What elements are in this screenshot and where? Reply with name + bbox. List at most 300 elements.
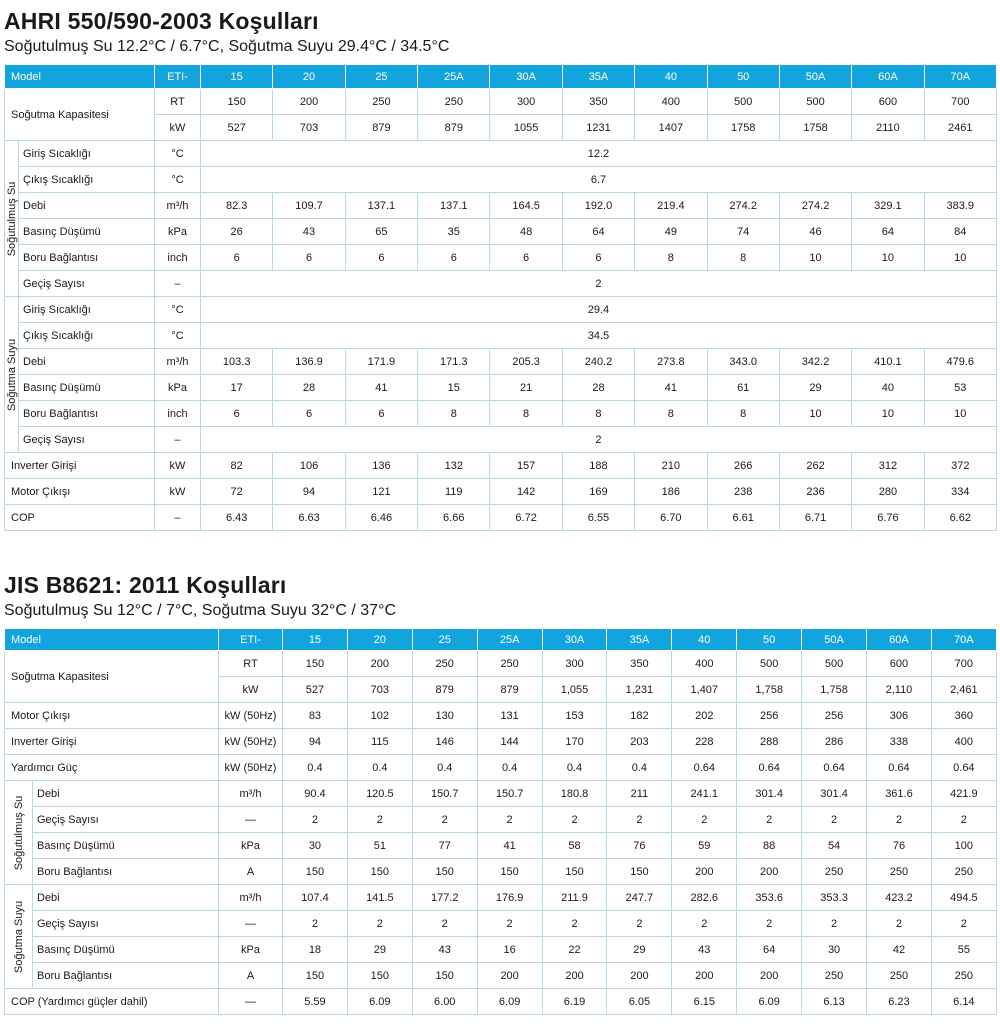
row-value: 10 bbox=[779, 401, 851, 427]
row-value: 2110 bbox=[852, 115, 924, 141]
row-value: 211 bbox=[607, 781, 672, 807]
row-label: Geçiş Sayısı bbox=[33, 911, 219, 937]
row-value: 121 bbox=[345, 479, 417, 505]
row-group-label bbox=[5, 297, 19, 453]
row-value: 250 bbox=[345, 89, 417, 115]
row-value: 150.7 bbox=[477, 781, 542, 807]
row-value: 6 bbox=[273, 245, 345, 271]
row-value: 6.66 bbox=[418, 505, 490, 531]
table-row bbox=[5, 781, 997, 807]
row-value: 200 bbox=[737, 859, 802, 885]
row-value: 527 bbox=[283, 677, 348, 703]
row-value: 0.4 bbox=[477, 755, 542, 781]
row-value: 421.9 bbox=[931, 781, 996, 807]
row-value: 137.1 bbox=[418, 193, 490, 219]
row-value: 150 bbox=[607, 859, 672, 885]
row-value: 200 bbox=[672, 963, 737, 989]
row-value: 144 bbox=[477, 729, 542, 755]
ahri-header-row bbox=[5, 65, 997, 89]
row-unit: kPa bbox=[155, 219, 201, 245]
row-value: 2 bbox=[607, 911, 672, 937]
row-label: Soğutma Kapasitesi bbox=[5, 651, 219, 703]
table-row bbox=[5, 453, 997, 479]
row-value: 146 bbox=[412, 729, 477, 755]
row-value: 94 bbox=[273, 479, 345, 505]
row-value: 334 bbox=[924, 479, 996, 505]
row-value: 423.2 bbox=[867, 885, 932, 911]
header-model-40: 40 bbox=[635, 65, 707, 89]
row-value: 2 bbox=[283, 911, 348, 937]
row-value: 0.64 bbox=[802, 755, 867, 781]
row-value: 8 bbox=[418, 401, 490, 427]
row-value: 410.1 bbox=[852, 349, 924, 375]
row-value: 879 bbox=[412, 677, 477, 703]
row-value: 282.6 bbox=[672, 885, 737, 911]
header-model-25a: 25A bbox=[477, 629, 542, 651]
row-unit: m³/h bbox=[155, 193, 201, 219]
row-value: 150 bbox=[477, 859, 542, 885]
row-value: 77 bbox=[412, 833, 477, 859]
row-value: 1055 bbox=[490, 115, 562, 141]
row-label: Soğutma Kapasitesi bbox=[5, 89, 155, 141]
row-value: 5.59 bbox=[283, 989, 348, 1015]
row-value: 43 bbox=[273, 219, 345, 245]
row-label: Geçiş Sayısı bbox=[33, 807, 219, 833]
table-row bbox=[5, 963, 997, 989]
row-value: 136 bbox=[345, 453, 417, 479]
row-value: 250 bbox=[418, 89, 490, 115]
row-value: 2 bbox=[931, 911, 996, 937]
row-value: 203 bbox=[607, 729, 672, 755]
row-value: 1,758 bbox=[802, 677, 867, 703]
header-model-30a: 30A bbox=[490, 65, 562, 89]
row-value: 0.4 bbox=[412, 755, 477, 781]
row-value: 200 bbox=[672, 859, 737, 885]
row-value: 500 bbox=[707, 89, 779, 115]
row-value: 22 bbox=[542, 937, 607, 963]
row-value: 8 bbox=[490, 401, 562, 427]
row-group-text: Soğutma Suyu bbox=[5, 338, 18, 411]
header-model: Model bbox=[5, 65, 155, 89]
row-label: Debi bbox=[19, 349, 155, 375]
ahri-title: AHRI 550/590-2003 Koşulları bbox=[4, 8, 319, 34]
row-value: 136.9 bbox=[273, 349, 345, 375]
row-value: 219.4 bbox=[635, 193, 707, 219]
row-value: 286 bbox=[802, 729, 867, 755]
row-value: 41 bbox=[477, 833, 542, 859]
row-value: 200 bbox=[477, 963, 542, 989]
table-row bbox=[5, 729, 997, 755]
row-group-label bbox=[5, 781, 33, 885]
row-unit: – bbox=[155, 505, 201, 531]
row-label: COP bbox=[5, 505, 155, 531]
header-model-15: 15 bbox=[283, 629, 348, 651]
row-value: 88 bbox=[737, 833, 802, 859]
header-model-35a: 35A bbox=[562, 65, 634, 89]
ahri-section bbox=[4, 6, 996, 531]
row-unit: A bbox=[219, 963, 283, 989]
row-label: COP (Yardımcı güçler dahil) bbox=[5, 989, 219, 1015]
row-value: 0.64 bbox=[737, 755, 802, 781]
row-value: 2 bbox=[672, 911, 737, 937]
row-value: 343.0 bbox=[707, 349, 779, 375]
row-value: 240.2 bbox=[562, 349, 634, 375]
row-unit: inch bbox=[155, 401, 201, 427]
row-value: 65 bbox=[345, 219, 417, 245]
row-value: 700 bbox=[924, 89, 996, 115]
row-value: 76 bbox=[607, 833, 672, 859]
row-value: 12.2 bbox=[201, 141, 997, 167]
row-value: 171.9 bbox=[345, 349, 417, 375]
row-unit: °C bbox=[155, 297, 201, 323]
header-model-50a: 50A bbox=[802, 629, 867, 651]
row-value: 200 bbox=[347, 651, 412, 677]
row-value: 6.72 bbox=[490, 505, 562, 531]
row-value: 115 bbox=[347, 729, 412, 755]
row-value: 2 bbox=[542, 807, 607, 833]
row-value: 29 bbox=[779, 375, 851, 401]
row-value: 6.7 bbox=[201, 167, 997, 193]
row-value: 64 bbox=[852, 219, 924, 245]
header-model-25a: 25A bbox=[418, 65, 490, 89]
row-value: 205.3 bbox=[490, 349, 562, 375]
row-value: 55 bbox=[931, 937, 996, 963]
row-unit: RT bbox=[219, 651, 283, 677]
row-value: 700 bbox=[931, 651, 996, 677]
row-value: 400 bbox=[672, 651, 737, 677]
table-row bbox=[5, 245, 997, 271]
row-value: 2 bbox=[737, 807, 802, 833]
row-value: 2 bbox=[201, 427, 997, 453]
row-value: 137.1 bbox=[345, 193, 417, 219]
row-value: 0.4 bbox=[347, 755, 412, 781]
row-value: 274.2 bbox=[779, 193, 851, 219]
row-value: 301.4 bbox=[802, 781, 867, 807]
row-value: 400 bbox=[635, 89, 707, 115]
row-value: 1231 bbox=[562, 115, 634, 141]
row-value: 0.4 bbox=[283, 755, 348, 781]
header-model-35a: 35A bbox=[607, 629, 672, 651]
row-value: 238 bbox=[707, 479, 779, 505]
row-value: 6.43 bbox=[201, 505, 273, 531]
row-value: 28 bbox=[562, 375, 634, 401]
row-label: Çıkış Sıcaklığı bbox=[19, 167, 155, 193]
row-value: 29 bbox=[347, 937, 412, 963]
ahri-table bbox=[4, 64, 997, 531]
row-value: 169 bbox=[562, 479, 634, 505]
row-value: 90.4 bbox=[283, 781, 348, 807]
row-value: 2461 bbox=[924, 115, 996, 141]
row-value: 1,407 bbox=[672, 677, 737, 703]
table-row bbox=[5, 349, 997, 375]
row-value: 2 bbox=[542, 911, 607, 937]
table-row bbox=[5, 89, 997, 115]
row-value: 150 bbox=[283, 859, 348, 885]
row-value: 30 bbox=[283, 833, 348, 859]
row-value: 35 bbox=[418, 219, 490, 245]
row-unit: °C bbox=[155, 141, 201, 167]
row-value: 150 bbox=[542, 859, 607, 885]
row-value: 2,461 bbox=[931, 677, 996, 703]
row-value: 82.3 bbox=[201, 193, 273, 219]
row-value: 64 bbox=[737, 937, 802, 963]
row-value: 6 bbox=[490, 245, 562, 271]
row-value: 600 bbox=[867, 651, 932, 677]
row-value: 29 bbox=[607, 937, 672, 963]
row-value: 703 bbox=[347, 677, 412, 703]
row-value: 400 bbox=[931, 729, 996, 755]
row-unit: °C bbox=[155, 323, 201, 349]
row-value: 164.5 bbox=[490, 193, 562, 219]
row-value: 41 bbox=[345, 375, 417, 401]
row-unit: inch bbox=[155, 245, 201, 271]
row-value: 6.14 bbox=[931, 989, 996, 1015]
row-value: 6 bbox=[418, 245, 490, 271]
row-value: 8 bbox=[707, 245, 779, 271]
row-value: 0.64 bbox=[672, 755, 737, 781]
row-value: 48 bbox=[490, 219, 562, 245]
row-value: 2 bbox=[477, 911, 542, 937]
row-value: 83 bbox=[283, 703, 348, 729]
row-value: 6.15 bbox=[672, 989, 737, 1015]
row-unit: A bbox=[219, 859, 283, 885]
row-value: 236 bbox=[779, 479, 851, 505]
row-value: 247.7 bbox=[607, 885, 672, 911]
row-value: 150 bbox=[201, 89, 273, 115]
row-value: 142 bbox=[490, 479, 562, 505]
row-unit: kW (50Hz) bbox=[219, 755, 283, 781]
row-value: 132 bbox=[418, 453, 490, 479]
row-value: 10 bbox=[852, 401, 924, 427]
row-value: 1,758 bbox=[737, 677, 802, 703]
row-value: 94 bbox=[283, 729, 348, 755]
row-value: 200 bbox=[542, 963, 607, 989]
row-value: 109.7 bbox=[273, 193, 345, 219]
header-model: Model bbox=[5, 629, 219, 651]
row-value: 527 bbox=[201, 115, 273, 141]
row-unit: m³/h bbox=[155, 349, 201, 375]
row-label: Yardımcı Güç bbox=[5, 755, 219, 781]
table-row bbox=[5, 885, 997, 911]
row-label: Inverter Girişi bbox=[5, 729, 219, 755]
row-value: 1758 bbox=[779, 115, 851, 141]
table-row bbox=[5, 859, 997, 885]
table-row bbox=[5, 937, 997, 963]
row-value: 141.5 bbox=[347, 885, 412, 911]
header-eti: ETI- bbox=[219, 629, 283, 651]
row-value: 6.09 bbox=[737, 989, 802, 1015]
row-value: 6.76 bbox=[852, 505, 924, 531]
row-value: 353.3 bbox=[802, 885, 867, 911]
table-row bbox=[5, 167, 997, 193]
row-value: 15 bbox=[418, 375, 490, 401]
row-value: 46 bbox=[779, 219, 851, 245]
row-value: 6.46 bbox=[345, 505, 417, 531]
row-value: 300 bbox=[542, 651, 607, 677]
row-value: 150 bbox=[347, 859, 412, 885]
header-model-70a: 70A bbox=[931, 629, 996, 651]
row-value: 2 bbox=[412, 911, 477, 937]
row-unit: — bbox=[219, 807, 283, 833]
row-value: 6.09 bbox=[477, 989, 542, 1015]
row-value: 21 bbox=[490, 375, 562, 401]
row-group-text: Soğutulmuş Su bbox=[5, 181, 18, 256]
jis-header-row bbox=[5, 629, 997, 651]
row-value: 157 bbox=[490, 453, 562, 479]
row-value: 10 bbox=[779, 245, 851, 271]
row-value: 76 bbox=[867, 833, 932, 859]
row-value: 500 bbox=[802, 651, 867, 677]
row-value: 1,231 bbox=[607, 677, 672, 703]
row-value: 350 bbox=[607, 651, 672, 677]
row-value: 30 bbox=[802, 937, 867, 963]
row-value: 1407 bbox=[635, 115, 707, 141]
header-model-25: 25 bbox=[345, 65, 417, 89]
row-value: 350 bbox=[562, 89, 634, 115]
row-value: 107.4 bbox=[283, 885, 348, 911]
row-label: Boru Bağlantısı bbox=[33, 963, 219, 989]
row-value: 2 bbox=[283, 807, 348, 833]
row-unit: kPa bbox=[155, 375, 201, 401]
row-value: 6 bbox=[345, 245, 417, 271]
row-value: 6.70 bbox=[635, 505, 707, 531]
row-value: 6 bbox=[345, 401, 417, 427]
header-model-50a: 50A bbox=[779, 65, 851, 89]
row-value: 250 bbox=[867, 859, 932, 885]
row-value: 42 bbox=[867, 937, 932, 963]
row-unit: kPa bbox=[219, 833, 283, 859]
row-value: 1,055 bbox=[542, 677, 607, 703]
row-value: 2 bbox=[412, 807, 477, 833]
header-model-20: 20 bbox=[347, 629, 412, 651]
table-row bbox=[5, 703, 997, 729]
row-label: Boru Bağlantısı bbox=[33, 859, 219, 885]
row-value: 2 bbox=[477, 807, 542, 833]
row-value: 500 bbox=[779, 89, 851, 115]
row-unit: °C bbox=[155, 167, 201, 193]
row-unit: kW bbox=[155, 115, 201, 141]
row-value: 34.5 bbox=[201, 323, 997, 349]
row-value: 43 bbox=[672, 937, 737, 963]
row-value: 6 bbox=[273, 401, 345, 427]
table-row bbox=[5, 297, 997, 323]
row-value: 43 bbox=[412, 937, 477, 963]
row-value: 82 bbox=[201, 453, 273, 479]
row-group-text: Soğutulmuş Su bbox=[12, 795, 25, 870]
row-value: 6.23 bbox=[867, 989, 932, 1015]
row-unit: m³/h bbox=[219, 781, 283, 807]
row-value: 2 bbox=[802, 807, 867, 833]
row-value: 150 bbox=[412, 859, 477, 885]
header-eti: ETI- bbox=[155, 65, 201, 89]
table-row bbox=[5, 651, 997, 677]
row-value: 250 bbox=[802, 963, 867, 989]
row-value: 329.1 bbox=[852, 193, 924, 219]
jis-title: JIS B8621: 2011 Koşulları bbox=[4, 572, 287, 598]
row-value: 312 bbox=[852, 453, 924, 479]
row-value: 53 bbox=[924, 375, 996, 401]
jis-table bbox=[4, 628, 997, 1015]
row-value: 6.71 bbox=[779, 505, 851, 531]
row-value: 8 bbox=[562, 401, 634, 427]
row-value: 210 bbox=[635, 453, 707, 479]
row-value: 6.62 bbox=[924, 505, 996, 531]
row-value: 250 bbox=[802, 859, 867, 885]
row-value: 171.3 bbox=[418, 349, 490, 375]
row-value: 150.7 bbox=[412, 781, 477, 807]
row-value: 170 bbox=[542, 729, 607, 755]
row-value: 274.2 bbox=[707, 193, 779, 219]
row-value: 301.4 bbox=[737, 781, 802, 807]
row-value: 16 bbox=[477, 937, 542, 963]
header-model-60a: 60A bbox=[867, 629, 932, 651]
row-unit: – bbox=[155, 271, 201, 297]
row-value: 54 bbox=[802, 833, 867, 859]
row-value: 280 bbox=[852, 479, 924, 505]
row-value: 211.9 bbox=[542, 885, 607, 911]
row-value: 6.00 bbox=[412, 989, 477, 1015]
row-value: 61 bbox=[707, 375, 779, 401]
row-value: 494.5 bbox=[931, 885, 996, 911]
row-value: 2 bbox=[607, 807, 672, 833]
row-label: Geçiş Sayısı bbox=[19, 271, 155, 297]
table-row bbox=[5, 141, 997, 167]
row-value: 6.13 bbox=[802, 989, 867, 1015]
row-value: 6.05 bbox=[607, 989, 672, 1015]
row-value: 273.8 bbox=[635, 349, 707, 375]
row-value: 360 bbox=[931, 703, 996, 729]
jis-subtitle: Soğutulmuş Su 12°C / 7°C, Soğutma Suyu 32°C / 37°C bbox=[4, 602, 397, 619]
row-value: 180.8 bbox=[542, 781, 607, 807]
row-value: 131 bbox=[477, 703, 542, 729]
table-row bbox=[5, 807, 997, 833]
row-unit: kW bbox=[219, 677, 283, 703]
row-value: 51 bbox=[347, 833, 412, 859]
row-value: 106 bbox=[273, 453, 345, 479]
row-value: 153 bbox=[542, 703, 607, 729]
row-value: 150 bbox=[283, 963, 348, 989]
row-value: 6 bbox=[201, 401, 273, 427]
row-value: 372 bbox=[924, 453, 996, 479]
row-value: 879 bbox=[477, 677, 542, 703]
row-value: 879 bbox=[418, 115, 490, 141]
row-unit: kW bbox=[155, 479, 201, 505]
row-unit: kW (50Hz) bbox=[219, 703, 283, 729]
row-value: 256 bbox=[802, 703, 867, 729]
row-value: 29.4 bbox=[201, 297, 997, 323]
header-model-60a: 60A bbox=[852, 65, 924, 89]
row-value: 2 bbox=[931, 807, 996, 833]
row-value: 338 bbox=[867, 729, 932, 755]
row-group-label bbox=[5, 885, 33, 989]
row-value: 186 bbox=[635, 479, 707, 505]
row-value: 256 bbox=[737, 703, 802, 729]
jis-section bbox=[4, 570, 996, 1015]
row-value: 58 bbox=[542, 833, 607, 859]
ahri-subtitle: Soğutulmuş Su 12.2°C / 6.7°C, Soğutma Suyu 29.4°C / 34.5°C bbox=[4, 38, 450, 55]
row-value: 6.55 bbox=[562, 505, 634, 531]
row-value: 41 bbox=[635, 375, 707, 401]
row-value: 266 bbox=[707, 453, 779, 479]
header-model-25: 25 bbox=[412, 629, 477, 651]
row-group-label bbox=[5, 141, 19, 297]
row-value: 2 bbox=[802, 911, 867, 937]
header-model-40: 40 bbox=[672, 629, 737, 651]
header-model-70a: 70A bbox=[924, 65, 996, 89]
row-value: 120.5 bbox=[347, 781, 412, 807]
header-model-50: 50 bbox=[737, 629, 802, 651]
row-value: 1758 bbox=[707, 115, 779, 141]
